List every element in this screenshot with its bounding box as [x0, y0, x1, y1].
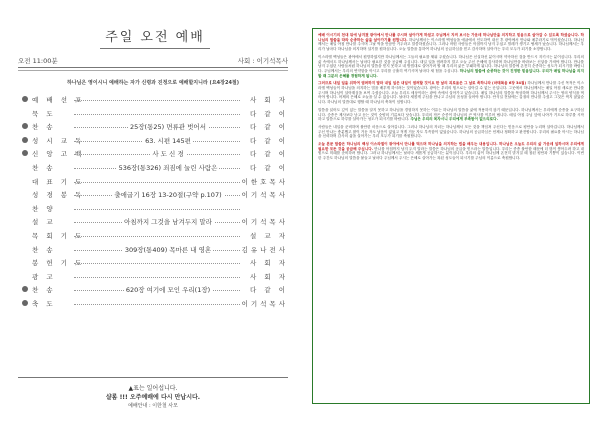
order-item-name: 신 앙 고 백 [32, 150, 85, 159]
order-item-leader: 다 같 이 [250, 286, 288, 295]
dotted-leader [74, 263, 240, 264]
standing-marker-icon [22, 123, 28, 129]
order-item-name: 예 배 선 포 [32, 96, 85, 104]
order-item-leader: 다 같 이 [250, 109, 288, 118]
divider-bottom [18, 377, 288, 378]
sermon-paragraph [318, 81, 584, 105]
order-item-leader: 다 같 이 [250, 163, 288, 172]
dotted-leader [74, 277, 240, 278]
order-item-content [98, 136, 238, 145]
order-item-content-text: 25장(통25) 면류관 벗어서 [130, 123, 206, 132]
order-item-name: 봉 헌 기 도 [32, 259, 85, 268]
footer-line-standing: ▲표는 일어섭니다. [128, 385, 178, 392]
standing-marker-icon [22, 96, 28, 102]
order-item-name: 대 표 기 도 [32, 177, 85, 186]
dotted-leader [74, 114, 240, 115]
order-row [26, 121, 288, 135]
order-item-leader: 이한호목사 [241, 177, 288, 186]
dotted-leader [74, 236, 240, 237]
order-item-content-text: 출애굽기 16장 13-20절(구약 p.107) [114, 191, 222, 200]
sermon-paragraph [318, 125, 584, 139]
order-item-leader: 이기석목사 [241, 191, 288, 200]
order-item-leader: 설 교 자 [250, 231, 288, 240]
order-item-leader: 이기석목사 [241, 299, 288, 308]
highlight-red-text: 예배 이시기의 천대 뒤에 남겨졌 광야에서 만나를 주시며 살아가게 하셨고 주님께서 지켜 보시는 가운데 하나님만을 의지하고 믿음으로 살아갈 수 있도록 하셨습니다. 하나님의 말씀을 따라 순종하는 삶을 살아가기를 원합니다. [318, 33, 584, 42]
scripture-intro: 하나님은 영이시니 예배하는 자가 신령과 진정으로 예배할지니라 (요4장24절) [66, 80, 240, 86]
highlight-red-text: 오늘 본문 말씀은 하나님의 백성 이스라엘이 광야에서 만나를 먹으며 하나님을 의지하는 법을 배우는 내용입니다. 하나님은 오늘도 우리의 삶 가운데 일하시며 우리에게 필요한 모든 것을 공급해 주십니다. [318, 142, 584, 151]
sermon-paragraph [318, 108, 584, 122]
order-item-name: 축 도 [32, 299, 56, 308]
order-row [26, 298, 288, 312]
order-row [26, 284, 288, 298]
highlight-red-text: 그러므로 내일 일을 위하여 염려하지 말라 내일 일은 내일이 염려할 것이요 한 날의 괴로움은 그 날로 족하니라 (마태복음 6장 34절) [318, 81, 527, 86]
sermon-text-panel [312, 28, 590, 404]
order-item-name: 찬 양 [32, 204, 56, 213]
order-item-leader: 다 같 이 [250, 123, 288, 132]
body-text: 하나님께서는 이스라엘 백성들을 애굽에서 인도하여 내신 후 광야에서 만나와 메추라기로 먹이셨습니다. 하나님께서는 매일 아침 만나를 주시며 그날 먹을 만큼만 거두라고 말씀하셨습니다. 그러나 어떤 사람들은 아침까지 남겨 두었고 벌레가 생기고 냄새가 났습니다. 하나님께서는 우리가 날마다 하나님을 의지하며 살기를 원하십니다. 오늘 말씀을 통하여 하나님의 공급하심을 믿고 감사하며 살아가는 우리 모두가 되기를 소망합니다. [318, 37, 584, 52]
body-text: 말씀을 읽어도 깊이 있는 말씀을 알지 못하고 하나님을 경험하지 못하는 이유는 하나님의 말씀을 삶에 적용하지 않기 때문입니다. 하나님께서는 우리에게 순종을 요구하십니다. 순종은 제사보다 낫고 듣는 것이 숫양의 기름보다 낫습니다. 우리의 작은 순종이 하나님의 큰 역사를 이루어 냅니다. 매일 아침 주님 앞에 나아가 기도로 하루를 시작하고 말씀으로 하루를 살아가는 성도가 되시기를 바랍니다. [318, 107, 584, 122]
order-row [26, 162, 288, 176]
order-item-name: 묵 도 [32, 109, 56, 118]
order-item-content [98, 285, 238, 294]
order-item-content-text: 아침까지 그것을 남겨두지 말라 [124, 218, 212, 227]
body-text: 사람들은 내일을 준비하며 불안한 마음으로 살아갑니다. 그러나 하나님의 자녀는 하나님께서 모든 것을 책임져 주신다는 믿음으로 평안을 누리며 살아갑니다. 하나님께서 주신 만나는 충분했고 많이 거둔 자도 남음이 없었고 적게 거둔 자도 부족함이 없었습니다. 하나님의 공급하심은 언제나 정확하고 완전합니다. 우리의 필요를 아시는 하나님을 신뢰하며 감사의 삶을 살아가는 우리 모두가 되기를 축원합니다. [318, 124, 584, 139]
order-list [26, 94, 288, 312]
order-row [26, 203, 288, 217]
bulletin-footer [18, 384, 288, 411]
order-row [26, 135, 288, 149]
standing-marker-icon [22, 286, 28, 292]
order-item-leader: 사 회 자 [250, 272, 288, 281]
order-item-name: 찬 송 [32, 163, 56, 172]
order-item-name: 찬 송 [32, 123, 56, 132]
order-item-content-text: 536장(통326) 죄짐에 눌린 사람은 [118, 163, 218, 172]
order-item-content [98, 245, 238, 254]
service-time: 오전 11:00분 [18, 57, 58, 65]
service-minister: 사회 : 이기석목사 [237, 57, 288, 65]
order-item-name: 찬 송 [32, 286, 56, 295]
order-row [26, 244, 288, 258]
order-item-content [98, 149, 238, 158]
dotted-leader [74, 304, 240, 305]
order-row [26, 271, 288, 285]
standing-marker-icon [22, 150, 28, 156]
order-item-name: 목 회 기 도 [32, 231, 85, 240]
order-item-name: 찬 송 [32, 245, 56, 254]
order-item-name: 광 고 [32, 272, 56, 281]
order-row [26, 176, 288, 190]
footer-line-guide: 예배안내 : 이한철 사모 [128, 403, 178, 409]
order-row [26, 189, 288, 203]
body-text: 이스라엘 백성들은 광야에서 원망하였지만 하나님께서는 그들의 필요를 채워 주셨습니다. 하나님은 신실하신 분이시며 약속하신 것을 반드시 지키시는 분이십니다. 우리의 삶 속에서도 하나님께서는 날마다 필요한 것을 공급해 주십니다. 내일 일을 염려하지 말고 오늘 주신 은혜에 감사하며 하나님만을 바라보는 신앙을 가져야 합니다. 만나를 남겨 두었던 사람들처럼 하나님의 말씀을 믿지 못하고 내 방법대로 살아가려 할 때 우리의 삶은 부패하게 됩니다. 하나님의 말씀에 온전히 순종하는 성도가 되시기를 바랍니다. 주님께서는 우리의 연약함을 아시고 우리를 긍휼히 여기시며 날마다 새 힘을 주십니다. [318, 54, 584, 73]
order-row [26, 148, 288, 162]
order-item-name: 성 경 봉 독 [32, 191, 85, 200]
standing-marker-icon [22, 137, 28, 143]
order-item-content-text: 63. 시편 145편 [145, 136, 191, 145]
order-item-content [98, 163, 238, 172]
standing-marker-icon [22, 300, 28, 306]
sermon-paragraph [318, 33, 584, 52]
order-row [26, 94, 288, 108]
order-item-leader: 다 같 이 [250, 150, 288, 159]
order-item-content [98, 122, 238, 131]
order-item-name: 설 교 [32, 218, 56, 227]
order-item-leader: 다 같 이 [250, 136, 288, 145]
order-item-leader: 김유나전사 [241, 245, 288, 254]
divider-top-thin [18, 70, 288, 71]
sermon-paragraph [318, 142, 584, 161]
order-row [26, 108, 288, 122]
order-item-leader: 이기석목사 [241, 218, 288, 227]
order-row [26, 257, 288, 271]
order-row [26, 230, 288, 244]
order-item-content-text: 사 도 신 경 [152, 150, 184, 159]
highlight-green-text: 주님은 우리의 목자시니 우리에게 부족함이 없으리로다. [410, 117, 498, 122]
body-text: 하나님께서 만나를 주신 목적은 이스라엘 백성들이 하나님을 의지하는 법을 배우게 하시려는 것이었습니다. 광야는 우리의 힘으로는 살아갈 수 없는 곳입니다. 그곳에서 하나님께서는 매일 아침 새로운 만나를 주시며 하나님이 살아계심을 보여 주셨습니다. 오늘 우리도 세상이라는 광야 속에서 살아가고 있습니다. 매일 하나님의 말씀을 묵상하며 하나님께서 주시는 영의 양식을 먹어야 합니다. 어제의 은혜로 오늘을 살 수 없습니다. 날마다 새롭게 주님을 만나고 주님의 음성을 들어야 합니다. 안식일 전날에는 갑절의 만나를 주셨고 그것은 썩지 않았습니다. 하나님의 말씀대로 행할 때 하나님의 축복이 임합니다. [318, 81, 584, 105]
order-item-content-text: 309장(통409) 목마른 내 영혼 [124, 245, 212, 254]
dotted-leader [74, 182, 240, 183]
sermon-paragraph [318, 55, 584, 79]
page-title: 주일 오전 예배 [100, 26, 210, 49]
footer-line-greeting: 샬롬 !!! 오주예배에 다시 만납시다. [105, 394, 201, 401]
order-item-leader: 사 회 자 [250, 96, 288, 104]
order-row [26, 216, 288, 230]
order-item-content [98, 190, 238, 199]
order-item-content [98, 217, 238, 226]
order-item-leader: 사 회 자 [250, 259, 288, 268]
highlight-green-text: 하나님의 말씀에 순종하는 것이 진정한 믿음입니다. 우리가 매일 하나님을 의지할 때 그분의 은혜를 경험하게 됩니다. [318, 68, 585, 78]
order-item-name: 성 시 교 독 [32, 136, 85, 145]
body-text: 만나를 아침까지 남겨 두지 말라는 말씀은 하나님의 공급을 믿으라는 말씀입니다. 우리는 종종 불안함 때문에 더 많이 쌓아두려 하고 내 힘으로 미래를 준비하려 합니다. 그러나 하나님께서는 날마다 새롭게 공급하시는 분이십니다. 우리의 삶이 하나님께 온전히 맡겨질 때 참된 평안과 기쁨이 있습니다. 이번 한 주간도 하나님의 말씀을 붙들고 날마다 주님께서 주시는 은혜로 살아가는 복된 성도들이 되시기를 주님의 이름으로 축원합니다. [318, 146, 584, 161]
dotted-leader [74, 209, 240, 210]
order-item-content-text: 620장 여기에 모인 우리(1장) [125, 286, 211, 295]
dotted-leader [74, 100, 240, 101]
divider-top [18, 67, 288, 68]
